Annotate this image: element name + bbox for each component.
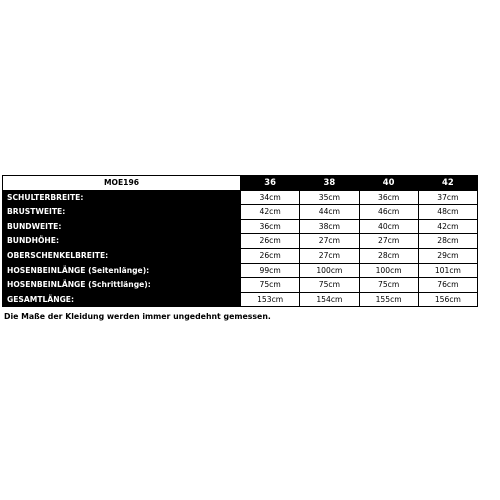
cell-value: 36cm bbox=[359, 190, 418, 205]
size-header-36: 36 bbox=[241, 176, 300, 191]
cell-value: 38cm bbox=[300, 219, 359, 234]
table-row bbox=[3, 263, 478, 278]
cell-value: 35cm bbox=[300, 190, 359, 205]
cell-value: 44cm bbox=[300, 205, 359, 220]
cell-value: 75cm bbox=[241, 278, 300, 293]
cell-value: 40cm bbox=[359, 219, 418, 234]
cell-value: 34cm bbox=[241, 190, 300, 205]
cell-value: 27cm bbox=[300, 248, 359, 263]
cell-value: 46cm bbox=[359, 205, 418, 220]
cell-value: 155cm bbox=[359, 292, 418, 307]
table-row bbox=[3, 190, 478, 205]
cell-value: 27cm bbox=[300, 234, 359, 249]
row-label: BUNDWEITE: bbox=[3, 219, 241, 234]
cell-value: 75cm bbox=[300, 278, 359, 293]
cell-value: 156cm bbox=[418, 292, 477, 307]
cell-value: 153cm bbox=[241, 292, 300, 307]
size-table bbox=[2, 175, 478, 307]
table-row bbox=[3, 278, 478, 293]
size-header-40: 40 bbox=[359, 176, 418, 191]
cell-value: 101cm bbox=[418, 263, 477, 278]
row-label: HOSENBEINLÄNGE (Schrittlänge): bbox=[3, 278, 241, 293]
cell-value: 75cm bbox=[359, 278, 418, 293]
cell-value: 42cm bbox=[241, 205, 300, 220]
cell-value: 100cm bbox=[300, 263, 359, 278]
size-chart bbox=[2, 175, 477, 321]
size-header-38: 38 bbox=[300, 176, 359, 191]
cell-value: 26cm bbox=[241, 234, 300, 249]
row-label: GESAMTLÄNGE: bbox=[3, 292, 241, 307]
table-row bbox=[3, 248, 478, 263]
cell-value: 28cm bbox=[359, 248, 418, 263]
cell-value: 29cm bbox=[418, 248, 477, 263]
cell-value: 76cm bbox=[418, 278, 477, 293]
cell-value: 100cm bbox=[359, 263, 418, 278]
cell-value: 36cm bbox=[241, 219, 300, 234]
size-header-42: 42 bbox=[418, 176, 477, 191]
cell-value: 26cm bbox=[241, 248, 300, 263]
cell-value: 154cm bbox=[300, 292, 359, 307]
table-row bbox=[3, 219, 478, 234]
measurement-note: Die Maße der Kleidung werden immer ungedehnt gemessen. bbox=[4, 312, 271, 322]
cell-value: 99cm bbox=[241, 263, 300, 278]
row-label: OBERSCHENKELBREITE: bbox=[3, 248, 241, 263]
table-row bbox=[3, 292, 478, 307]
table-row bbox=[3, 234, 478, 249]
row-label: HOSENBEINLÄNGE (Seitenlänge): bbox=[3, 263, 241, 278]
size-header-row bbox=[3, 176, 478, 191]
cell-value: 27cm bbox=[359, 234, 418, 249]
model-number: MOE196 bbox=[3, 176, 241, 191]
cell-value: 42cm bbox=[418, 219, 477, 234]
row-label: BUNDHÖHE: bbox=[3, 234, 241, 249]
cell-value: 37cm bbox=[418, 190, 477, 205]
row-label: BRUSTWEITE: bbox=[3, 205, 241, 220]
table-row bbox=[3, 205, 478, 220]
row-label: SCHULTERBREITE: bbox=[3, 190, 241, 205]
cell-value: 28cm bbox=[418, 234, 477, 249]
cell-value: 48cm bbox=[418, 205, 477, 220]
